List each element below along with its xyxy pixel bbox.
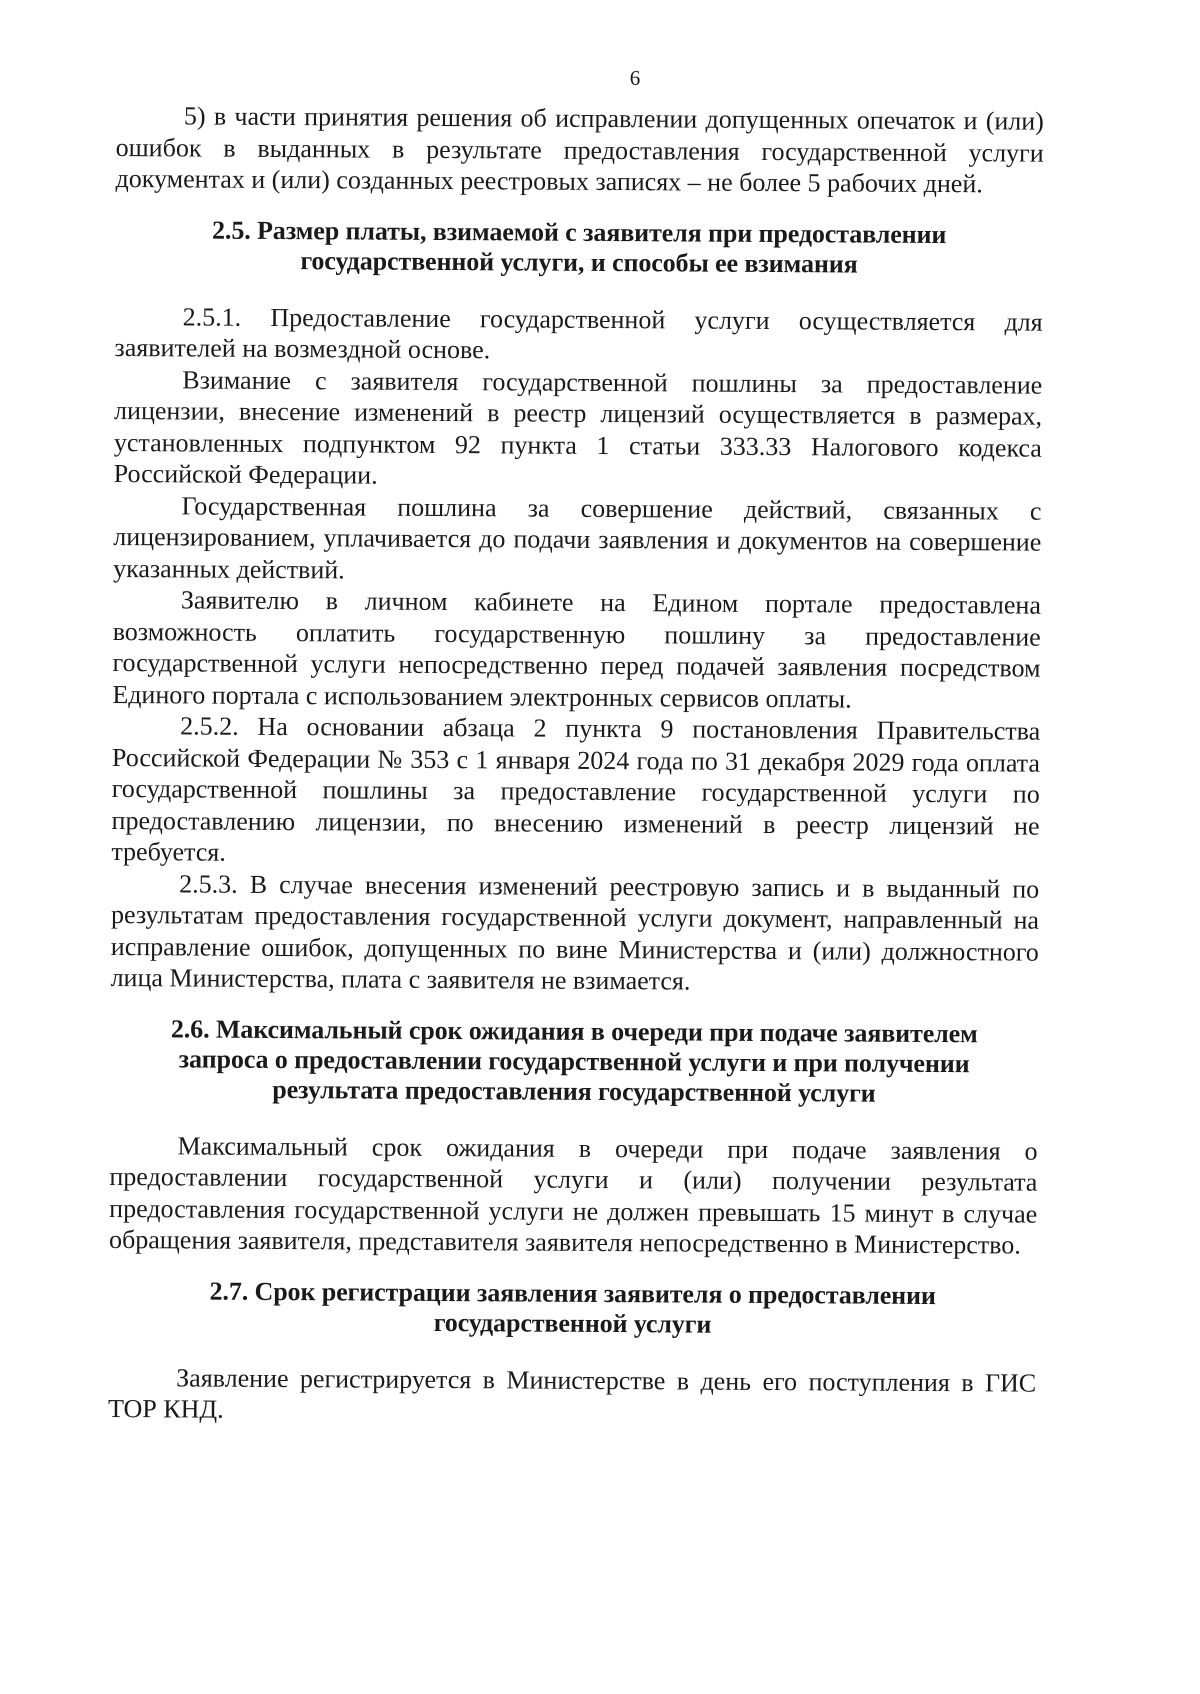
section-2-6-heading-line3: результата предоставления государственной услуги	[272, 1074, 876, 1108]
state-duty-paragraph: Взимание с заявителя государственной пошлины за предоставление лицензии, внесение изменений в реестр лицензий осуществляется в размерах, установленных подпунктом 92 пункта 1 статьи 333.33 Налогового кодекса Российской Федерации.	[113, 364, 1043, 490]
section-2-5-heading-line2: государственной услуги, и способы ее взимания	[300, 245, 858, 279]
section-2-5-2-paragraph: 2.5.2. На основании абзаца 2 пункта 9 постановления Правительства Российской Федерации № 353 с 1 января 2024 года по 31 декабря 2029 года оплата государственной пошлины за предоставление государственной услуги по предоставлению лицензии, по внесению изменений в реестр лицензий не требуется.	[111, 711, 1041, 867]
section-2-5-3-paragraph: 2.5.3. В случае внесения изменений реестровую запись и в выданный по результатам предоставления государственной услуги документ, направленный на исправление ошибок, допущенных по вине Министерства и (или) должностного лица Министерства, плата с заявителя не взимается.	[110, 868, 1040, 996]
section-2-7-heading	[108, 1275, 1036, 1341]
section-2-6-paragraph: Максимальный срок ожидания в очереди при подаче заявления о предоставлении государственной услуги и (или) получении результата предоставления государственной услуги не должен превышать 15 минут в случае обращения заявителя, представителя заявителя непосредственно в Министерство.	[108, 1130, 1038, 1260]
document-body	[108, 100, 1044, 1430]
section-2-5-1-paragraph: 2.5.1. Предоставление государственной услуги осуществляется для заявителей на возмездной основе.	[114, 301, 1043, 365]
section-2-6-heading-line1: 2.6. Максимальный срок ожидания в очереди при подаче заявителем	[170, 1013, 978, 1048]
intro-paragraph: 5) в части принятия решения об исправлении допущенных опечаток и (или) ошибок в выданных в результате предоставления государственной услуги документах и (или) созданных реестровых записях – не более 5 рабочих дней.	[115, 101, 1044, 199]
section-2-6-heading	[110, 1013, 1039, 1109]
section-2-7-heading-line2: государственной услуги	[433, 1307, 712, 1339]
section-2-5-heading	[115, 214, 1043, 280]
section-2-7-heading-line1: 2.7. Срок регистрации заявления заявителя о предоставлении	[209, 1276, 936, 1310]
duty-payment-paragraph: Государственная пошлина за совершение действий, связанных с лицензированием, уплачивается до подачи заявления и документов на совершение указанных действий.	[113, 490, 1042, 584]
page-number: 6	[629, 66, 641, 90]
section-2-7-paragraph: Заявление регистрируется в Министерстве в день его поступления в ГИС ТОР КНД.	[107, 1362, 1037, 1424]
portal-payment-paragraph: Заявителю в личном кабинете на Едином портале предоставлена возможность оплатить государственную пошлину за предоставление государственной услуги непосредственно перед подачей заявления посредством Единого портала с использованием электронных сервисов оплаты.	[112, 585, 1042, 714]
section-2-6-heading-line2: запроса о предоставлении государственной услуги и при получении	[178, 1043, 970, 1078]
section-2-5-heading-line1: 2.5. Размер платы, взимаемой с заявителя при предоставлении	[211, 215, 947, 249]
